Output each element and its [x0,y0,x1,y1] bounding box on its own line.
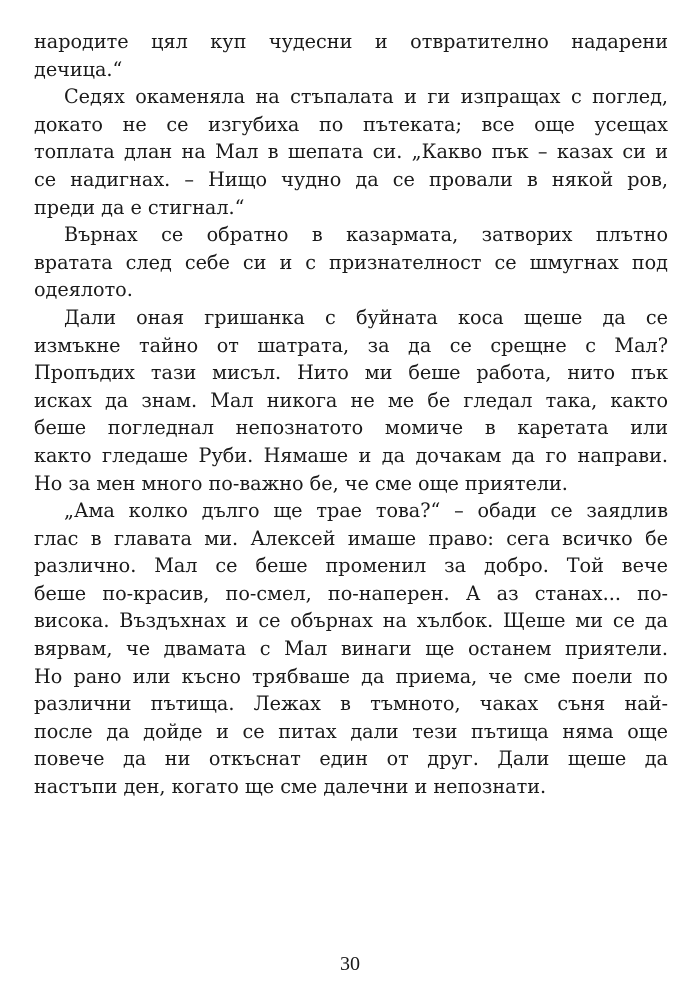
text-line: настъпи ден, когато ще сме далечни и непознати. [34,775,547,799]
text-line: Но за мен много по-важно бе, че сме още приятели. [34,471,568,495]
text-line: както гледаше Руби. Нямаше и да дочакам да го направи. [34,443,668,467]
paragraph-first-line: Върнах се обратно в казармата, затворих плътно [64,223,668,247]
paragraph-first-line: Седях окаменяла на стъпалата и ги изпращах с поглед, [64,85,668,109]
text-line: вратата след себе си и с признателност се шмугнах под [34,250,668,274]
text-line: докато не се изгубиха по пътеката; все още усещах [34,112,668,136]
text-line: повече да ни откъснат един от друг. Дали щеше да [34,747,668,771]
text-line: после да дойде и се питах дали тези пътища няма още [34,719,668,743]
text-line: преди да е стигнал.“ [34,195,245,219]
text-line: беше по-красив, по-смел, по-наперен. А аз станах... по- [34,581,668,605]
text-line: Но рано или късно трябваше да приема, че сме поели по [34,664,668,688]
page-number: 30 [340,953,360,975]
text-line: исках да знам. Мал никога не ме бе гледал така, както [34,388,668,412]
paragraph-first-line: Дали оная гришанка с буйната коса щеше да се [64,305,668,329]
text-line: народите цял куп чудесни и отвратително надарени [34,30,668,53]
text-line: измъкне тайно от шатрата, за да се срещне с Мал? [34,333,668,357]
text-line: одеялото. [34,278,133,302]
text-line: различно. Мал се беше променил за добро. Той вече [34,554,668,578]
text-line: Пропъдих тази мисъл. Нито ми беше работа, нито пък [34,361,668,385]
text-line: беше погледнал непознатото момиче в каретата или [34,416,668,440]
paragraph-first-line: „Ама колко дълго ще трае това?“ – обади се заядлив [64,499,668,523]
text-line: висока. Въздъхнах и се обърнах на хълбок. Щеше ми се да [34,609,668,633]
text-line: дечица.“ [34,57,123,81]
text-line: различни пътища. Лежах в тъмното, чаках съня най- [34,692,668,716]
page-body [34,28,668,801]
text-line: глас в главата ми. Алексей имаше право: сега всичко бе [34,526,668,550]
text-line: се надигнах. – Нищо чудно да се провали в някой ров, [34,167,668,191]
text-line: вярвам, че двамата с Мал винаги ще останем приятели. [34,637,668,661]
text-line: топлата длан на Мал в шепата си. „Какво пък – казах си и [34,140,668,164]
